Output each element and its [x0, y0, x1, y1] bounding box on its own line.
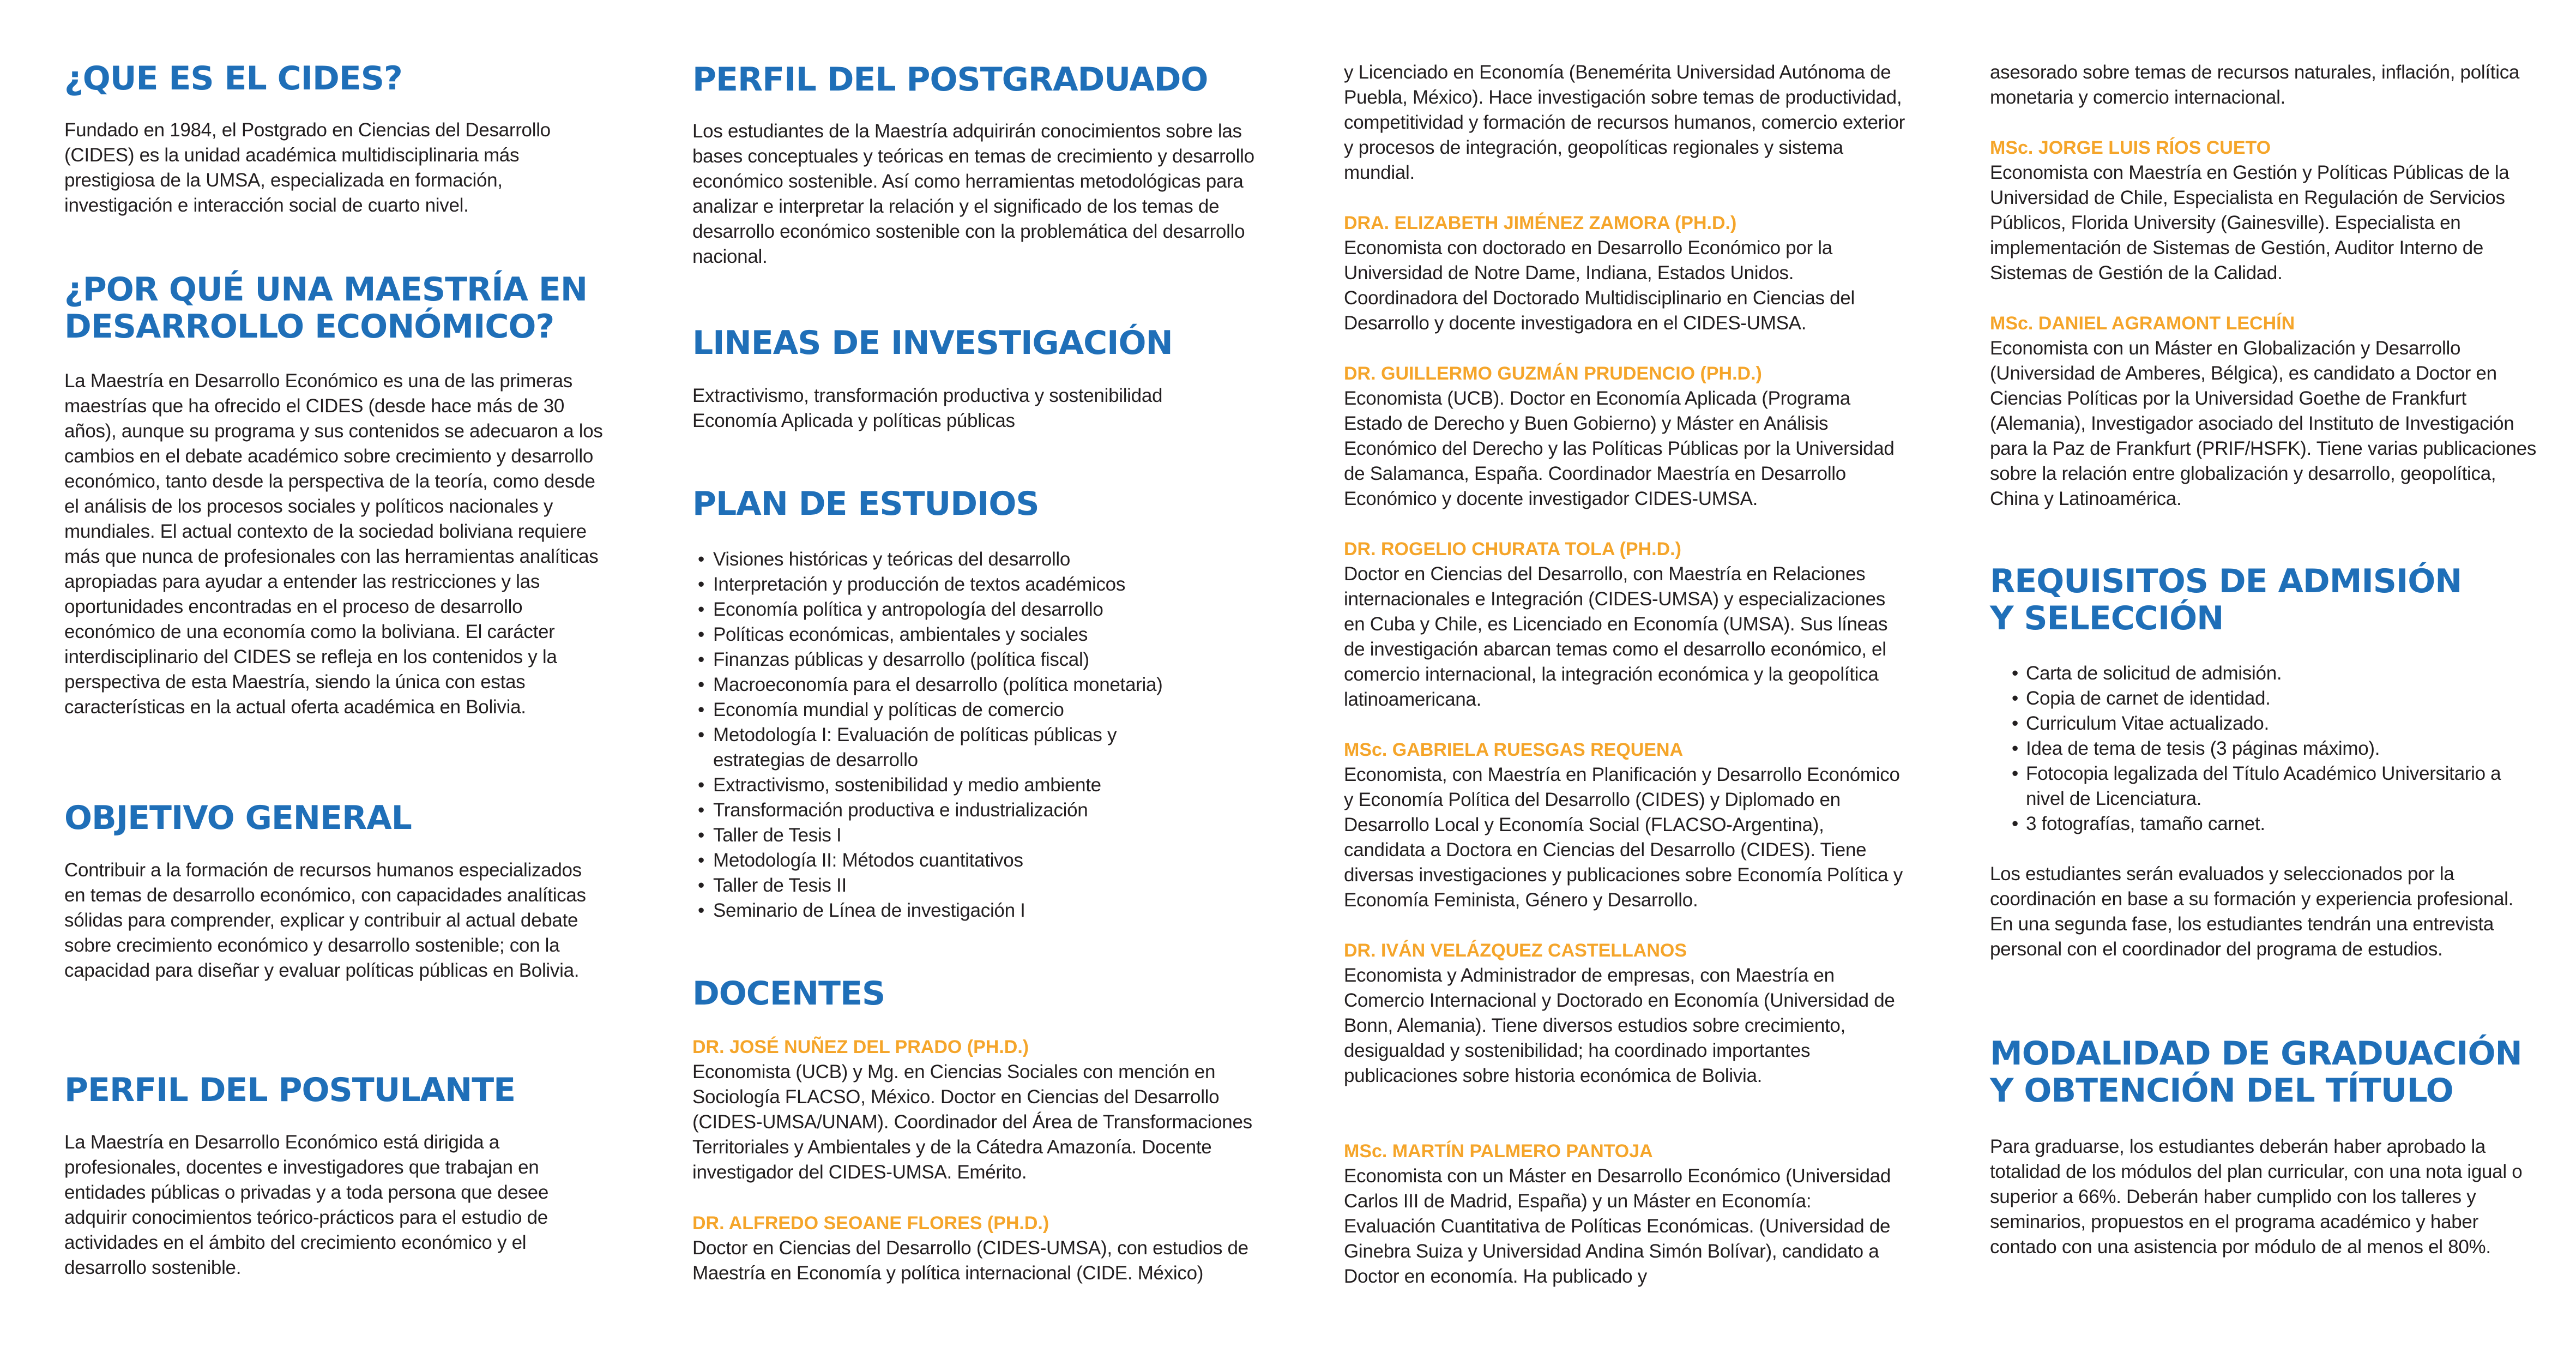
docente-name-guzman: DR. GUILLERMO GUZMÁN PRUDENCIO (PH.D.): [1344, 363, 1762, 384]
plan-item: • Economía política y antropología del desarrollo: [692, 597, 1238, 622]
docente-bio-seoane: Doctor en Ciencias del Desarrollo (CIDES-UMSA), con estudios de Maestría en Economía y política internacional (CIDE. México): [692, 1237, 1248, 1284]
requisito-item: • 3 fotografías, tamaño carnet.: [1990, 811, 2530, 837]
requisitos-heading-line1: REQUISITOS DE ADMISIÓN: [1990, 562, 2462, 600]
perfil-postulante-text: La Maestría en Desarrollo Económico está dirigida a profesionales, docentes e investigadores que trabajan en entidades públicas o privadas y a toda persona que desee adquirir conocimientos teórico-prácticos para el estudio de actividades en el ámbito del crecimiento económico y el desarrollo sostenible.: [64, 1132, 549, 1278]
docente-bio-seoane-cont: y Licenciado en Economía (Benemérita Universidad Autónoma de Puebla, México). Hace investigación sobre temas de productividad, competitividad y formación de recursos humanos, comercio exterior y procesos de integración, geopolíticas regionales y sistema mundial.: [1344, 62, 1905, 183]
por-que-maestria-text: La Maestría en Desarrollo Económico es una de las primeras maestrías que ha ofrecido el CIDES (desde hace más de 30 años), aunque su programa y sus contenidos se adecuaron a los cambios en el debate académico sobre crecimiento y desarrollo económico, tanto desde la perspectiva de la teoría, como desde el análisis de los procesos sociales y políticos nacionales y mundiales. El actual contexto de la sociedad boliviana requiere más que nunca de profesionales con las herramientas analíticas apropiadas para ayudar a entender las restricciones y las oportunidades encontradas en el proceso de desarrollo económico de una economía como la boliviana. El carácter interdisciplinario del CIDES se refleja en los contenidos y la perspectiva de esta Maestría, siendo la única con estas características en la actual oferta académica en Bolivia.: [64, 370, 603, 718]
docente-name-palmero: MSc. MARTÍN PALMERO PANTOJA: [1344, 1141, 1653, 1162]
modalidad-heading-line2: Y OBTENCIÓN DEL TÍTULO: [1990, 1072, 2453, 1110]
docente-name-velazquez: DR. IVÁN VELÁZQUEZ CASTELLANOS: [1344, 940, 1687, 961]
docente-name-seoane: DR. ALFREDO SEOANE FLORES (PH.D.): [692, 1213, 1049, 1234]
docente-name-ruesgas: MSc. GABRIELA RUESGAS REQUENA: [1344, 739, 1684, 760]
requisitos-heading-line2: Y SELECCIÓN: [1990, 599, 2224, 638]
plan-estudios-heading: PLAN DE ESTUDIOS: [692, 485, 1039, 523]
requisitos-list: [1990, 661, 2530, 837]
modalidad-text: Para graduarse, los estudiantes deberán haber aprobado la totalidad de los módulos del plan curricular, con una nota igual o superior a 66%. Deberán haber cumplido con los talleres y seminarios, propuestos en el programa académico y haber contado con una asistencia por módulo de al menos el 80%.: [1990, 1136, 2523, 1258]
plan-item: • Transformación productiva e industrialización: [692, 798, 1238, 823]
lineas-investigacion-item-2: Economía Aplicada y políticas públicas: [692, 410, 1015, 431]
plan-item: • Taller de Tesis I: [692, 823, 1238, 848]
docente-name-agramont: MSc. DANIEL AGRAMONT LECHÍN: [1990, 313, 2295, 334]
plan-item: • Seminario de Línea de investigación I: [692, 898, 1238, 923]
docente-name-jimenez: DRA. ELIZABETH JIMÉNEZ ZAMORA (PH.D.): [1344, 213, 1737, 233]
docente-bio-palmero-cont: asesorado sobre temas de recursos naturales, inflación, política monetaria y comercio internacional.: [1990, 62, 2520, 108]
plan-estudios-list: [692, 547, 1238, 923]
plan-item: • Taller de Tesis II: [692, 873, 1238, 898]
docente-bio-churata: Doctor en Ciencias del Desarrollo, con Maestría en Relaciones internacionales e Integración (CIDES-UMSA) y especializaciones en Cuba y Chile, es Licenciado en Economía (UMSA). Sus líneas de investigación abarcan temas como el desarrollo económico, el comercio internacional, la integración económica y la geopolítica latinoamericana.: [1344, 563, 1888, 710]
requisitos-text: Los estudiantes serán evaluados y seleccionados por la coordinación en base a su formación y experiencia profesional. En una segunda fase, los estudiantes tendrán una entrevista personal con el coordinador del programa de estudios.: [1990, 863, 2514, 960]
que-es-cides-text: Fundado en 1984, el Postgrado en Ciencias del Desarrollo (CIDES) es la unidad académica multidisciplinaria más prestigiosa de la UMSA, especializada en formación, investigación e interacción social de cuarto nivel.: [64, 119, 551, 216]
docente-bio-nunez: Economista (UCB) y Mg. en Ciencias Sociales con mención en Sociología FLACSO, México. Doctor en Ciencias del Desarrollo (CIDES-UMSA/UNAM). Coordinador del Área de Transformaciones Territoriales y Ambientales y de la Cátedra Amazonía. Docente investigador del CIDES-UMSA. Emérito.: [692, 1061, 1252, 1183]
modalidad-heading-line1: MODALIDAD DE GRADUACIÓN: [1990, 1035, 2522, 1073]
docentes-heading: DOCENTES: [692, 975, 885, 1013]
plan-item: • Interpretación y producción de textos académicos: [692, 572, 1238, 597]
perfil-postgraduado-heading: PERFIL DEL POSTGRADUADO: [692, 61, 1208, 99]
docente-bio-velazquez: Economista y Administrador de empresas, con Maestría en Comercio Internacional y Doctorado en Economía (Universidad de Bonn, Alemania). Tiene diversos estudios sobre crecimiento, desigualdad y sostenibilidad; ha coordinado importantes publicaciones sobre historia económica de Bolivia.: [1344, 965, 1895, 1086]
requisito-item: • Carta de solicitud de admisión.: [1990, 661, 2530, 686]
docente-bio-palmero: Economista con un Máster en Desarrollo Económico (Universidad Carlos III de Madrid, España) y un Máster en Economía: Evaluación Cuantitativa de Políticas Económicas. (Universidad de Ginebra Suiza y Universidad Andina Simón Bolívar), candidato a Doctor en economía. Ha publicado y: [1344, 1165, 1891, 1287]
docente-bio-jimenez: Economista con doctorado en Desarrollo Económico por la Universidad de Notre Dame, Indiana, Estados Unidos. Coordinadora del Doctorado Multidisciplinario en Ciencias del Desarrollo y docente investigadora en el CIDES-UMSA.: [1344, 237, 1855, 334]
requisito-item: • Idea de tema de tesis (3 páginas máximo).: [1990, 736, 2530, 761]
por-que-maestria-heading-line1: ¿POR QUÉ UNA MAESTRÍA EN: [64, 270, 588, 309]
lineas-investigacion-heading: LINEAS DE INVESTIGACIÓN: [692, 324, 1173, 362]
docente-name-churata: DR. ROGELIO CHURATA TOLA (PH.D.): [1344, 539, 1681, 560]
plan-item: • Extractivismo, sostenibilidad y medio ambiente: [692, 773, 1238, 798]
objetivo-general-heading: OBJETIVO GENERAL: [64, 799, 412, 837]
objetivo-general-text: Contribuir a la formación de recursos humanos especializados en temas de desarrollo económico, con capacidades analíticas sólidas para comprender, explicar y contribuir al actual debate sobre crecimiento económico y desarrollo sostenible; con la capacidad para diseñar y evaluar políticas públicas en Bolivia.: [64, 859, 586, 981]
plan-item: • Visiones históricas y teóricas del desarrollo: [692, 547, 1238, 572]
por-que-maestria-heading-line2: DESARROLLO ECONÓMICO?: [64, 308, 554, 346]
requisito-item: • Fotocopia legalizada del Título Académico Universitario a nivel de Licenciatura.: [1990, 761, 2530, 811]
que-es-cides-heading: ¿QUE ES EL CIDES?: [64, 59, 402, 98]
docente-name-nunez: DR. JOSÉ NUÑEZ DEL PRADO (PH.D.): [692, 1037, 1029, 1057]
plan-item: • Finanzas públicas y desarrollo (política fiscal): [692, 647, 1238, 672]
docente-bio-guzman: Economista (UCB). Doctor en Economía Aplicada (Programa Estado de Derecho y Buen Gobierno) y Máster en Análisis Económico del Derecho y las Políticas Públicas por la Universidad de Salamanca, España. Coordinador Maestría en Desarrollo Económico y docente investigador CIDES-UMSA.: [1344, 388, 1895, 509]
requisito-item: • Copia de carnet de identidad.: [1990, 686, 2530, 711]
docente-bio-agramont: Economista con un Máster en Globalización y Desarrollo (Universidad de Amberes, Bélgica), es candidato a Doctor en Ciencias Políticas por la Universidad Goethe de Frankfurt (Alemania), Investigador asociado del Instituto de Investigación para la Paz de Frankfurt (PRIF/HSFK). Tiene varias publicaciones sobre la relación entre globalización y desarrollo, geopolítica, China y Latinoamérica.: [1990, 338, 2537, 509]
plan-item: • Economía mundial y políticas de comercio: [692, 697, 1238, 723]
requisito-item: • Curriculum Vitae actualizado.: [1990, 711, 2530, 736]
docente-bio-rios: Economista con Maestría en Gestión y Políticas Públicas de la Universidad de Chile, Especialista en Regulación de Servicios Públicos, Florida University (Gainesville). Especialista en implementación de Sistemas de Gestión, Auditor Interno de Sistemas de Gestión de la Calidad.: [1990, 162, 2509, 284]
lineas-investigacion-item-1: Extractivismo, transformación productiva y sostenibilidad: [692, 385, 1163, 406]
perfil-postgraduado-text: Los estudiantes de la Maestría adquirirán conocimientos sobre las bases conceptuales y teóricas en temas de crecimiento y desarrollo económico sostenible. Así como herramientas metodológicas para analizar e interpretar la relación y el significado de los temas de desarrollo económico sostenible con la problemática del desarrollo nacional.: [692, 121, 1254, 267]
plan-item: • Metodología II: Métodos cuantitativos: [692, 848, 1238, 873]
plan-item: • Políticas económicas, ambientales y sociales: [692, 622, 1238, 647]
docente-name-rios: MSc. JORGE LUIS RÍOS CUETO: [1990, 137, 2271, 158]
docente-bio-ruesgas: Economista, con Maestría en Planificación y Desarrollo Económico y Economía Política del Desarrollo (CIDES) y Diplomado en Desarrollo Local y Economía Social (FLACSO-Argentina), candidata a Doctora en Ciencias del Desarrollo (CIDES). Tiene diversas investigaciones y publicaciones sobre Economía Política y Economía Feminista, Género y Desarrollo.: [1344, 764, 1903, 911]
plan-item: • Macroeconomía para el desarrollo (política monetaria): [692, 672, 1238, 697]
perfil-postulante-heading: PERFIL DEL POSTULANTE: [64, 1071, 516, 1109]
plan-item: • Metodología I: Evaluación de políticas públicas y estrategias de desarrollo: [692, 723, 1149, 773]
